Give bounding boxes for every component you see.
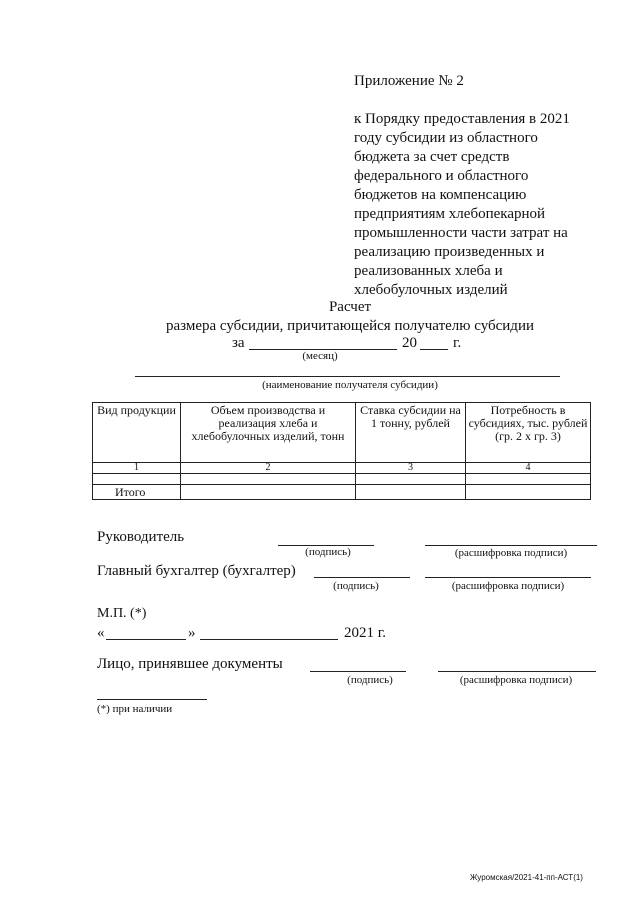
chief-accountant-label: Главный бухгалтер (бухгалтер)	[97, 563, 296, 579]
column-number-row	[93, 463, 591, 474]
appendix-line: промышленности части затрат на	[354, 225, 568, 241]
date-month-line[interactable]	[200, 639, 338, 640]
header-need: Потребность в субсидиях, тыс. рублей (гр. 2 х гр. 3)	[466, 403, 591, 463]
accountant-signature-line[interactable]	[314, 577, 410, 578]
decoding-caption: (расшифровка подписи)	[459, 674, 573, 686]
document-title: Расчет	[328, 299, 372, 315]
appendix-line: реализацию произведенных и	[354, 244, 545, 260]
appendix-line: хлебобулочных изделий	[354, 282, 508, 298]
column-number: 2	[181, 463, 356, 474]
appendix-line: предприятиям хлебопекарной	[354, 206, 546, 222]
accountant-decoding-line[interactable]	[425, 577, 591, 578]
column-number: 3	[356, 463, 466, 474]
table-cell[interactable]	[181, 474, 356, 485]
appendix-line: бюджета за счет средств	[354, 149, 510, 165]
header-volume: Объем производства и реализация хлеба и хлебобулочных изделий, тонн	[181, 403, 356, 463]
year-suffix: г.	[453, 335, 462, 351]
signature-caption: (подпись)	[347, 674, 393, 686]
appendix-line: федерального и областного	[354, 168, 529, 184]
decoding-caption: (расшифровка подписи)	[454, 547, 568, 559]
table-cell[interactable]	[93, 474, 181, 485]
table-cell[interactable]	[356, 474, 466, 485]
table-cell[interactable]	[466, 485, 591, 500]
stamp-label: М.П. (*)	[97, 606, 147, 621]
year-field-line[interactable]	[420, 349, 448, 350]
appendix-title: Приложение № 2	[354, 73, 464, 89]
appendix-text	[354, 110, 604, 300]
recipient-caption: (наименование получателя субсидии)	[262, 379, 438, 391]
date-close-quote: »	[188, 625, 196, 641]
appendix-line: реализованных хлеба и	[354, 263, 503, 279]
subsidy-table	[92, 402, 591, 500]
period-prefix: за	[232, 335, 245, 351]
appendix-block	[354, 72, 604, 300]
date-year: 2021 г.	[344, 625, 386, 641]
table-cell[interactable]	[181, 485, 356, 500]
footer-code: Журомская/2021-41-пп-АСТ(1)	[470, 873, 583, 882]
decoding-caption: (расшифровка подписи)	[451, 580, 565, 592]
date-day-line[interactable]	[106, 639, 186, 640]
total-label: Итого	[93, 485, 181, 500]
receiver-signature-line[interactable]	[310, 671, 406, 672]
appendix-line: году субсидии из областного	[354, 130, 538, 146]
recipient-field-line[interactable]	[135, 376, 560, 377]
appendix-line: к Порядку предоставления в 2021	[354, 111, 570, 127]
column-number: 1	[93, 463, 181, 474]
month-caption: (месяц)	[302, 350, 338, 362]
receiver-decoding-line[interactable]	[438, 671, 596, 672]
head-decoding-line[interactable]	[425, 545, 597, 546]
signature-caption: (подпись)	[305, 546, 351, 558]
table-row	[93, 474, 591, 485]
document-subtitle: размера субсидии, причитающейся получателю субсидии	[165, 318, 534, 334]
head-label: Руководитель	[97, 529, 185, 545]
column-number: 4	[466, 463, 591, 474]
header-product-type: Вид продукции	[93, 403, 181, 463]
total-row	[93, 485, 591, 500]
receiver-label: Лицо, принявшее документы	[97, 656, 283, 672]
footnote-divider	[97, 699, 207, 700]
signature-caption: (подпись)	[333, 580, 379, 592]
header-rate: Ставка субсидии на 1 тонну, рублей	[356, 403, 466, 463]
date-open-quote: «	[97, 625, 105, 641]
table-cell[interactable]	[356, 485, 466, 500]
table-header-row	[93, 403, 591, 463]
footnote: (*) при наличии	[97, 703, 173, 715]
appendix-line: бюджетов на компенсацию	[354, 187, 527, 203]
table-cell[interactable]	[466, 474, 591, 485]
year-prefix: 20	[402, 335, 417, 351]
